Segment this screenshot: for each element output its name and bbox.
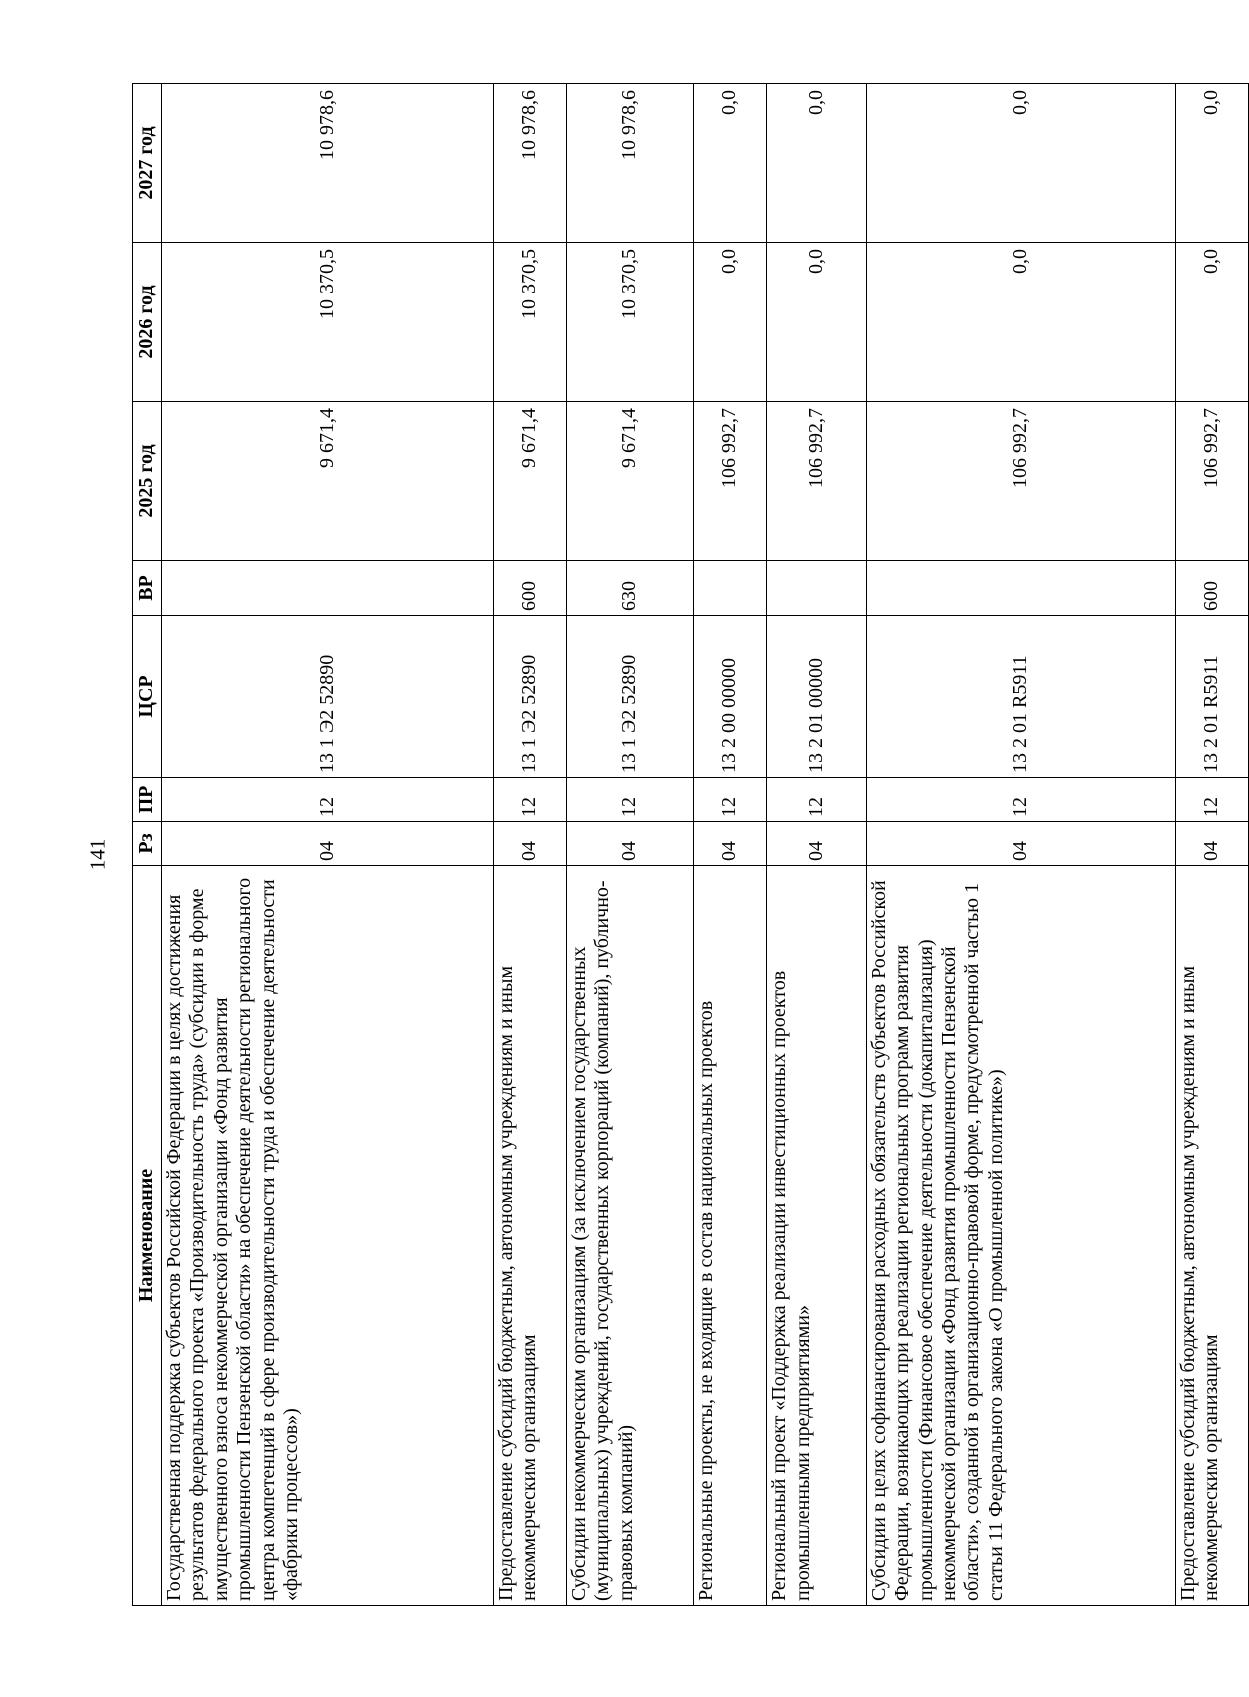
header-2026: 2026 год [133, 243, 162, 402]
row-rz: 04 [493, 822, 566, 866]
row-2026: 0,0 [767, 243, 867, 402]
row-2025: 106 992,7 [1175, 402, 1248, 561]
table-row [767, 84, 867, 1606]
header-2025: 2025 год [133, 402, 162, 561]
table-row [1175, 84, 1248, 1606]
row-vr [866, 561, 1175, 616]
row-2025: 9 671,4 [566, 402, 693, 561]
row-name: Предоставление субсидий бюджетным, автономным учреждениям и иным некоммерческим организациям [493, 866, 566, 1606]
row-name: Субсидии некоммерческим организациям (за исключением государственных (муниципальных) учреждений, государственных корпораций (компаний), публично-правовых компаний) [566, 866, 693, 1606]
row-2026: 0,0 [694, 243, 767, 402]
row-csr: 13 2 01 R5911 [866, 616, 1175, 778]
row-2027: 0,0 [1175, 84, 1248, 243]
row-vr: 600 [493, 561, 566, 616]
table-row [493, 84, 566, 1606]
rotated-table-container [132, 84, 1249, 1606]
row-2025: 106 992,7 [866, 402, 1175, 561]
header-pr: ПР [133, 778, 162, 822]
row-vr: 600 [1175, 561, 1248, 616]
row-pr: 12 [767, 778, 867, 822]
row-vr [694, 561, 767, 616]
page-number: 141 [85, 838, 110, 871]
row-csr: 13 2 01 00000 [767, 616, 867, 778]
table-header-row [133, 84, 162, 1606]
table-row [866, 84, 1175, 1606]
row-rz: 04 [566, 822, 693, 866]
row-name: Предоставление субсидий бюджетным, автономным учреждениям и иным некоммерческим организациям [1175, 866, 1248, 1606]
row-name: Региональные проекты, не входящие в состав национальных проектов [694, 866, 767, 1606]
row-name: Региональный проект «Поддержка реализации инвестиционных проектов промышленными предприятиями» [767, 866, 867, 1606]
row-rz: 04 [1175, 822, 1248, 866]
header-rz: Рз [133, 822, 162, 866]
row-csr: 13 2 01 R5911 [1175, 616, 1248, 778]
row-csr: 13 1 Э2 52890 [493, 616, 566, 778]
row-rz: 04 [694, 822, 767, 866]
header-name: Наименование [133, 866, 162, 1606]
row-2027: 10 978,6 [493, 84, 566, 243]
header-vr: ВР [133, 561, 162, 616]
row-2025: 9 671,4 [493, 402, 566, 561]
row-2027: 0,0 [767, 84, 867, 243]
row-2026: 10 370,5 [566, 243, 693, 402]
row-csr: 13 2 00 00000 [694, 616, 767, 778]
row-2027: 0,0 [866, 84, 1175, 243]
row-2025: 9 671,4 [162, 402, 494, 561]
row-2027: 0,0 [694, 84, 767, 243]
header-2027: 2027 год [133, 84, 162, 243]
row-vr [162, 561, 494, 616]
row-rz: 04 [866, 822, 1175, 866]
row-pr: 12 [1175, 778, 1248, 822]
row-vr: 630 [566, 561, 693, 616]
row-2026: 10 370,5 [162, 243, 494, 402]
row-2026: 0,0 [1175, 243, 1248, 402]
row-pr: 12 [694, 778, 767, 822]
row-2026: 0,0 [866, 243, 1175, 402]
header-csr: ЦСР [133, 616, 162, 778]
row-rz: 04 [162, 822, 494, 866]
table-row [162, 84, 494, 1606]
row-name: Субсидии в целях софинансирования расходных обязательств субъектов Российской Федерации, возникающих при реализации региональных программ развития промышленности (Финансовое обеспечение деятельности (докапитализация) некоммерческой организации «Фонд развития промышленности Пензенской области», созданной в организационно-правовой форме, предусмотренной частью 1 статьи 11 Федерального закона «О промышленной политике») [866, 866, 1175, 1606]
row-rz: 04 [767, 822, 867, 866]
row-pr: 12 [566, 778, 693, 822]
row-2027: 10 978,6 [162, 84, 494, 243]
table-row [566, 84, 693, 1606]
budget-table [132, 83, 1249, 1606]
table-row [694, 84, 767, 1606]
row-pr: 12 [162, 778, 494, 822]
row-2025: 106 992,7 [694, 402, 767, 561]
row-2025: 106 992,7 [767, 402, 867, 561]
row-pr: 12 [866, 778, 1175, 822]
row-csr: 13 1 Э2 52890 [162, 616, 494, 778]
row-csr: 13 1 Э2 52890 [566, 616, 693, 778]
row-2026: 10 370,5 [493, 243, 566, 402]
row-pr: 12 [493, 778, 566, 822]
row-name: Государственная поддержка субъектов Российской Федерации в целях достижения результатов федерального проекта «Производительность труда» (субсидии в форме имущественного взноса некоммерческой организации «Фонд развития промышленности Пензенской области» на обеспечение деятельности регионального центра компетенций в сфере производительности труда и обеспечение деятельности «фабрики процессов») [162, 866, 494, 1606]
row-2027: 10 978,6 [566, 84, 693, 243]
row-vr [767, 561, 867, 616]
